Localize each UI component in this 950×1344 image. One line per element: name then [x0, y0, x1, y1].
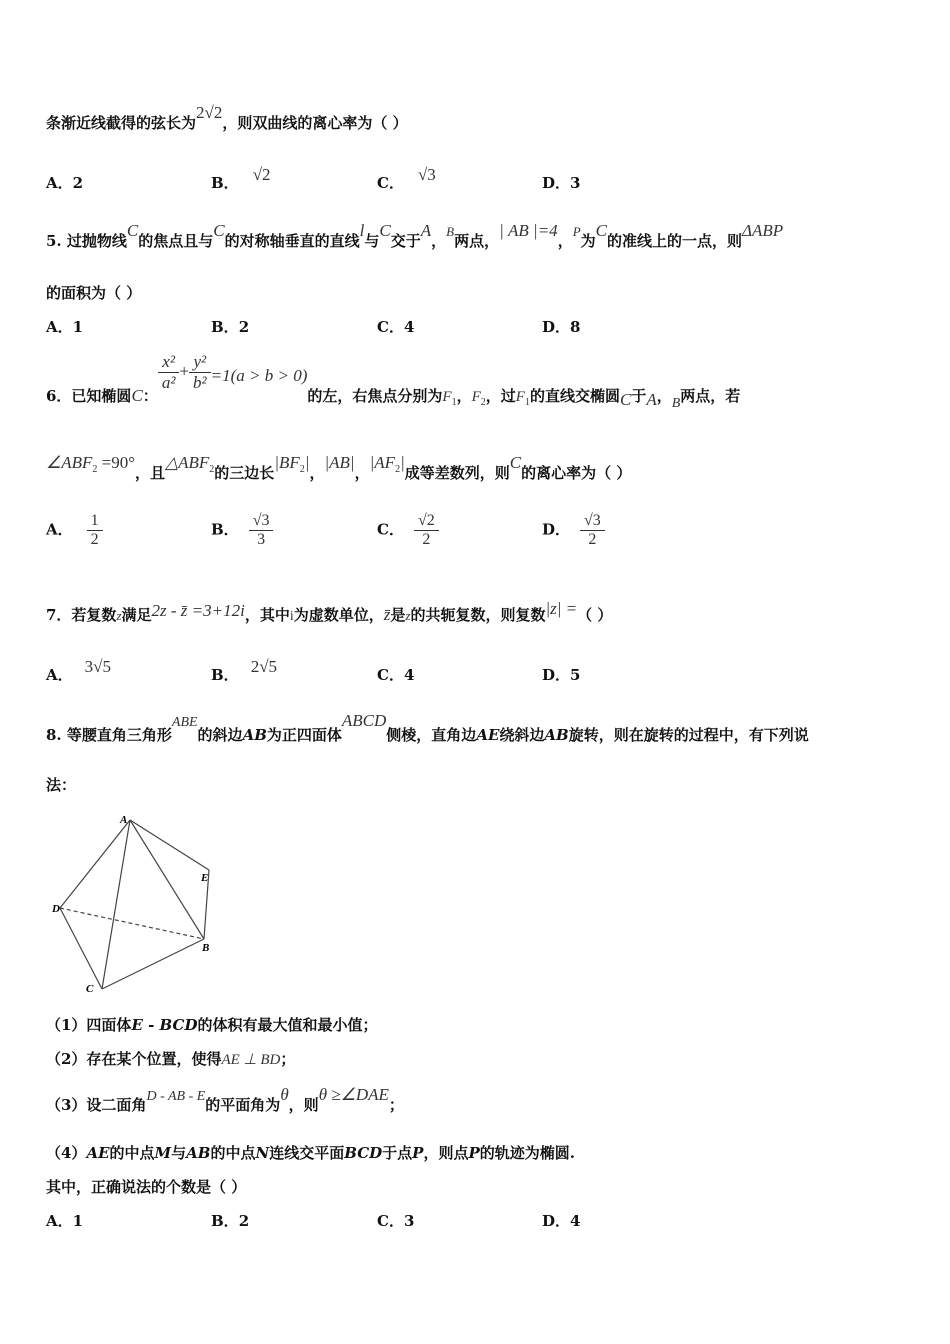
q5-choice-b[interactable]: B．2	[211, 318, 250, 336]
edge-cb	[102, 939, 204, 989]
q5-stem: 5. 过抛物线C的焦点且与C的对称轴垂直的直线l与C交于A，B两点，| AB |=4，P为C的准线上的一点，则ΔABP	[46, 221, 784, 250]
q6-frac-y: $\frac{\text{y²}}{\text{b²}}$	[189, 352, 211, 393]
q6-stem-line2: $\angle ABF^2 =90^\circ$，且△ABF$^2$的三边长$|BF^2|$，|AB|，$|AF^2|$成等差数列，则C的离心率为（ ）	[46, 453, 632, 482]
q7-stem: 7．若复数z满足2z - z̄ =3+12i，其中i为虚数单位，z̄是z的共轭复数，则复数|z| =（ ）	[46, 599, 613, 624]
label-e: E	[201, 872, 209, 884]
q8-statement-1: （1）四面体E - BCD的体积有最大值和最小值；	[46, 1016, 378, 1034]
q5-stem-line2: 的面积为（ ）	[46, 284, 142, 302]
q8-question: 其中，正确说法的个数是（ ）	[46, 1178, 247, 1196]
q4-math-chord: 2√2	[196, 103, 223, 122]
q5-choice-d[interactable]: D．8	[542, 318, 581, 336]
q5-choice-a[interactable]: A．1	[46, 318, 84, 336]
q8-stem: 8. 等腰直角三角形ABE的斜边AB为正四面体ABCD侧棱，直角边AE绕斜边AB旋转，则在旋转的过程中，有下列说	[46, 711, 809, 744]
q6-stem: 6．已知椭圆C： $\frac{\text{x²}}{\text{a²}}$ + $\frac{\text{y²}}{\text{b²}}$ =1(a > b > 0)的左，右焦点分别为$F_1$，$F_2$，过$F_1$的直线交椭圆C于A，B两点，若	[46, 352, 741, 411]
q6-choice-a[interactable]: A． $\frac{1}{2}$	[46, 512, 103, 549]
q5-choice-c[interactable]: C．4	[377, 318, 415, 336]
q8-choice-d[interactable]: D．4	[542, 1212, 581, 1230]
q6-frac-x: $\frac{\text{x²}}{\text{a²}}$	[158, 352, 180, 393]
q8-statement-2: （2）存在某个位置，使得AE ⊥ BD；	[46, 1050, 296, 1068]
q6-choice-c[interactable]: C． $\frac{√2}{2}$	[377, 512, 439, 549]
q8-choice-c[interactable]: C．3	[377, 1212, 415, 1230]
q6-choice-d[interactable]: D． $\frac{√3}{2}$	[542, 512, 605, 549]
q8-choice-a[interactable]: A．1	[46, 1212, 84, 1230]
edge-ae	[130, 820, 209, 870]
q7-choice-a[interactable]: A． 3√5	[46, 657, 111, 684]
q7-choice-d[interactable]: D．5	[542, 666, 581, 684]
label-d: D	[52, 903, 60, 915]
q4-choice-a[interactable]: A．2	[46, 174, 84, 192]
q8-statement-3: （3）设二面角D - AB - E的平面角为θ，则θ ≥∠DAE；	[46, 1085, 404, 1114]
q4-text: 条渐近线截得的弦长为	[46, 114, 197, 132]
edge-db-hidden	[60, 908, 204, 939]
q6-choice-b[interactable]: B． $\frac{√3}{3}$	[211, 512, 273, 549]
label-b: B	[202, 942, 210, 954]
edge-dc	[60, 908, 102, 989]
q4-text-2: ，则双曲线的离心率为（ ）	[222, 114, 408, 132]
q7-choice-b[interactable]: B． 2√5	[211, 657, 278, 684]
q8-choice-b[interactable]: B．2	[211, 1212, 250, 1230]
q4-choice-c[interactable]: C． √3	[377, 165, 436, 192]
edge-ab	[130, 820, 204, 939]
q4-choice-b[interactable]: B． √2	[211, 165, 271, 192]
label-c: C	[86, 983, 94, 995]
q7-choice-c[interactable]: C．4	[377, 666, 415, 684]
edge-ad	[60, 820, 130, 908]
q8-stem-line2: 法：	[46, 776, 77, 794]
label-a: A	[120, 814, 128, 826]
edge-ac	[102, 820, 130, 989]
q4-choice-d[interactable]: D．3	[542, 174, 581, 192]
tetrahedron-figure	[46, 808, 226, 998]
q4-stem-tail	[46, 103, 408, 133]
q8-statement-4: （4）AE的中点M与AB的中点N连线交平面BCD于点P，则点P的轨迹为椭圆.	[46, 1144, 575, 1162]
